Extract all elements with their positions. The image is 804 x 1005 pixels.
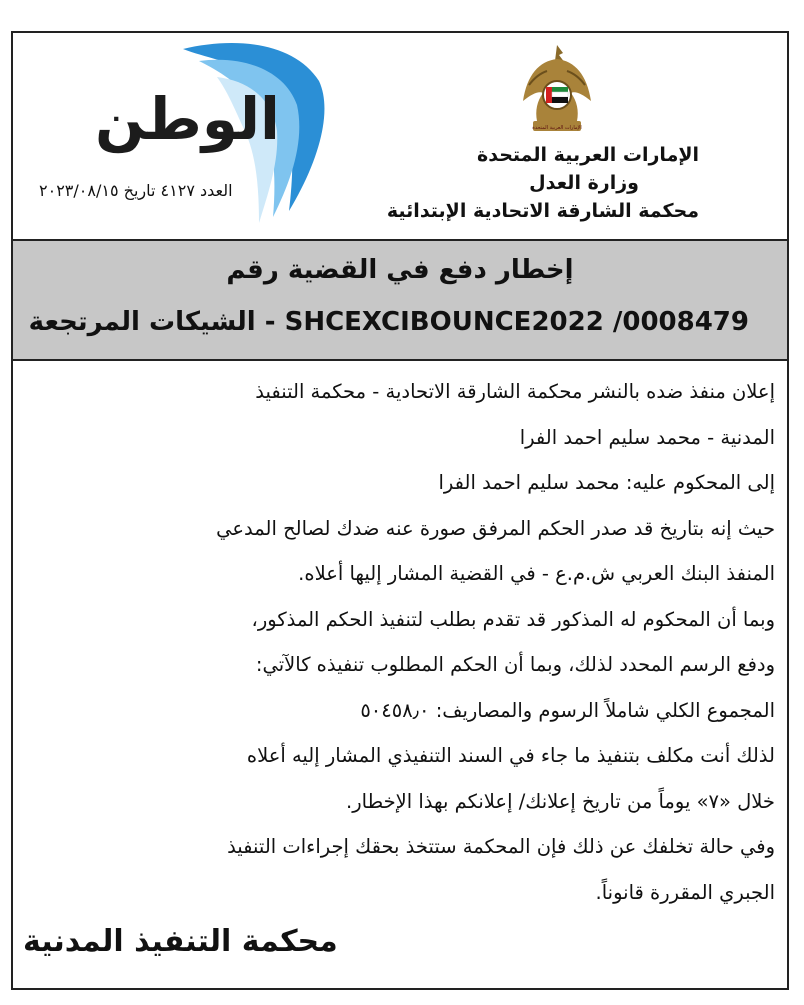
gov-line-country: الإمارات العربية المتحدة (477, 144, 699, 166)
notice-body (23, 369, 775, 915)
uae-eagle-emblem (519, 41, 595, 137)
newspaper-brand (33, 41, 333, 231)
body-line: وبما أن المحكوم له المذكور قد تقدم بطلب لتنفيذ الحكم المذكور، (251, 607, 775, 631)
notice-header (13, 33, 787, 239)
body-line: الجبري المقررة قانوناً. (595, 880, 775, 904)
body-line: خلال «٧» يوماً من تاريخ إعلانك/ إعلانكم بهذا الإخطار. (346, 789, 775, 813)
body-line: ودفع الرسم المحدد لذلك، وبما أن الحكم المطلوب تنفيذه كالآتي: (255, 653, 775, 676)
case-number-line: SHCEXCIBOUNCE2022 /0008479 - الشيكات المرتجعة (28, 307, 749, 337)
body-line: وفي حالة تخلفك عن ذلك فإن المحكمة ستتخذ بحقك إجراءات التنفيذ (227, 835, 775, 858)
body-line: إلى المحكوم عليه: محمد سليم احمد الفرا (438, 471, 775, 494)
body-line: لذلك أنت مكلف بتنفيذ ما جاء في السند التنفيذي المشار إليه أعلاه (246, 744, 775, 767)
government-block (387, 141, 699, 225)
body-line: المجموع الكلي شاملاً الرسوم والمصاريف: ٥٠٤٥٨٫٠ (360, 698, 775, 722)
body-line: المنفذ البنك العربي ش.م.ع - في القضية المشار إليها أعلاه. (298, 562, 775, 585)
gov-line-court: محكمة الشارقة الاتحادية الإبتدائية (386, 200, 699, 222)
body-line: إعلان منفذ ضده بالنشر محكمة الشارقة الاتحادية - محكمة التنفيذ (255, 380, 775, 403)
body-line: حيث إنه بتاريخ قد صدر الحكم المرفق صورة عنه ضدك لصالح المدعي (216, 516, 775, 540)
body-line: المدنية - محمد سليم احمد الفرا (519, 425, 775, 449)
gov-line-ministry: وزارة العدل (529, 172, 639, 194)
newspaper-logo-text: الوطن (95, 85, 280, 153)
issue-line: العدد ٤١٢٧ تاريخ ٢٠٢٣/٠٨/١٥ (39, 181, 233, 200)
issuing-court-signature: محكمة التنفيذ المدنية (23, 924, 338, 959)
emblem-ribbon-text: الإمارات العربية المتحدة (532, 125, 582, 131)
notice-frame (11, 31, 789, 990)
notice-title: إخطار دفع في القضية رقم (226, 255, 574, 285)
notice-title-banner (13, 239, 787, 361)
